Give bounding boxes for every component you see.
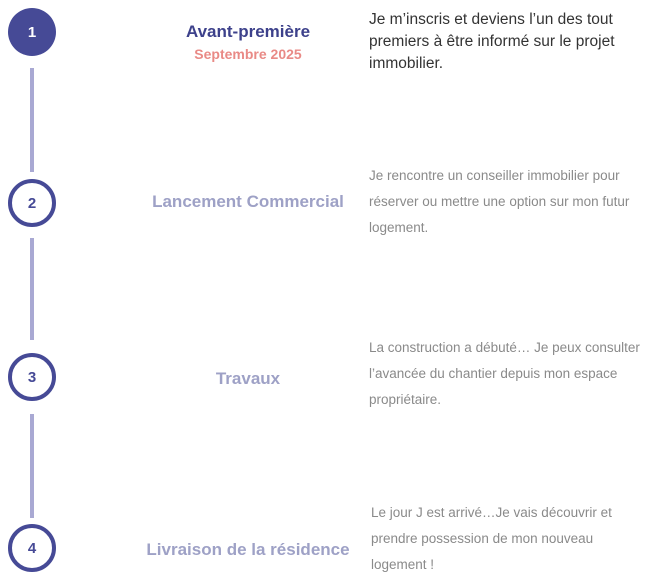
step-4-title: Livraison de la résidence xyxy=(146,540,350,559)
step-3-title: Travaux xyxy=(215,369,281,388)
step-2-number-badge: 2 xyxy=(8,179,56,227)
step-1-date: Septembre 2025 xyxy=(194,46,302,62)
step-1-description: Je m’inscris et deviens l’un des tout premiers à être informé sur le projet immobilier. xyxy=(369,11,615,72)
step-3-number-badge: 3 xyxy=(8,353,56,401)
step-2-title: Lancement Commercial xyxy=(152,192,344,211)
step-4-number-badge: 4 xyxy=(8,524,56,572)
timeline-connector xyxy=(30,68,34,172)
step-1-number-badge: 1 xyxy=(8,8,56,56)
step-2-description: Je rencontre un conseiller immobilier pour réserver ou mettre une option sur mon futur logement. xyxy=(369,168,630,235)
step-4-description: Le jour J est arrivé…Je vais découvrir et prendre possession de mon nouveau logement ! xyxy=(371,505,612,572)
step-1-title: Avant-première xyxy=(185,22,311,41)
timeline-connector xyxy=(30,414,34,518)
step-3-description: La construction a débuté… Je peux consulter l’avancée du chantier depuis mon espace propriétaire. xyxy=(369,340,640,407)
timeline-connector xyxy=(30,238,34,340)
